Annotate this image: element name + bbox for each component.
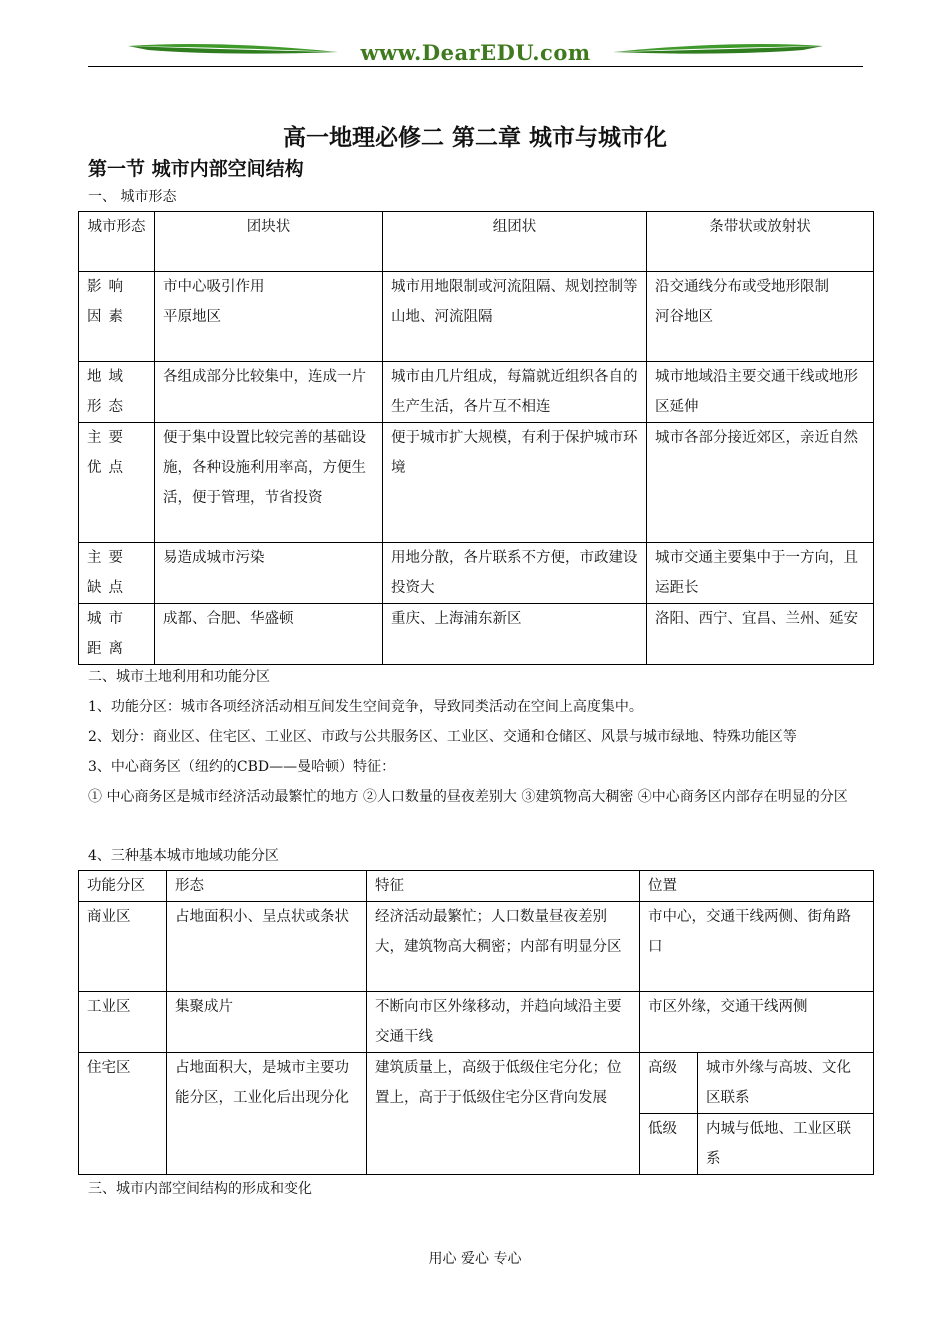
table-row (79, 543, 874, 604)
table-header-cell: 条带状或放射状 (647, 212, 874, 272)
functional-zones-table (78, 870, 874, 1175)
table-cell: 城市交通主要集中于一方向，且运距长 (647, 543, 874, 604)
table-cell: 不断向市区外缘移动，并趋向域沿主要交通干线 (367, 992, 640, 1053)
table-cell: 占地面积小、呈点状或条状 (167, 902, 367, 992)
table-cell: 市中心，交通干线两侧、街角路口 (640, 902, 874, 992)
heading-functional-zones: 4、三种基本城市地域功能分区 (88, 848, 279, 864)
table-cell: 沿交通线分布或受地形限制 河谷地区 (647, 272, 874, 362)
row-label: 主要优点 (79, 423, 155, 543)
paragraph: 1、功能分区：城市各项经济活动相互间发生空间竞争，导致同类活动在空间上高度集中。 (88, 699, 643, 715)
heading-structure-change: 三、城市内部空间结构的形成和变化 (88, 1181, 312, 1197)
table-cell: 洛阳、西宁、宜昌、兰州、延安 (647, 604, 874, 665)
table-cell: 经济活动最繁忙；人口数量昼夜差别大，建筑物高大稠密；内部有明显分区 (367, 902, 640, 992)
row-label: 地域形态 (79, 362, 155, 423)
table-cell: 城市各部分接近郊区，亲近自然 (647, 423, 874, 543)
table-cell: 便于集中设置比较完善的基础设施，各种设施利用率高，方便生活，便于管理，节省投资 (155, 423, 383, 543)
table-row (79, 362, 874, 423)
table-cell: 低级 (640, 1114, 698, 1175)
zone-name: 商业区 (79, 902, 167, 992)
table-cell: 集聚成片 (167, 992, 367, 1053)
table-cell: 用地分散，各片联系不方便，市政建设投资大 (383, 543, 647, 604)
table-row (79, 992, 874, 1053)
page-footer: 用心 爱心 专心 (428, 1251, 522, 1267)
document-title: 高一地理必修二 第二章 城市与城市化 (282, 124, 667, 151)
row-label: 主要缺点 (79, 543, 155, 604)
paragraph: 2、划分：商业区、住宅区、工业区、市政与公共服务区、工业区、交通和仓储区、风景与城市绿地、特殊功能区等 (88, 729, 797, 745)
table-cell: 市区外缘，交通干线两侧 (640, 992, 874, 1053)
table-cell: 城市地域沿主要交通干线或地形区延伸 (647, 362, 874, 423)
table-header-cell: 形态 (167, 871, 367, 902)
row-label: 影响因素 (79, 272, 155, 362)
table-row (79, 902, 874, 992)
table-cell: 城市由几片组成，每篇就近组织各自的生产生活，各片互不相连 (383, 362, 647, 423)
row-label: 城市距离 (79, 604, 155, 665)
header-rule (88, 66, 863, 67)
table-header-row (79, 212, 874, 272)
table-header-row (79, 871, 874, 902)
table-cell: 便于城市扩大规模，有利于保护城市环境 (383, 423, 647, 543)
table-cell: 重庆、上海浦东新区 (383, 604, 647, 665)
table-cell: 易造成城市污染 (155, 543, 383, 604)
zone-name: 住宅区 (79, 1053, 167, 1175)
table-row (79, 272, 874, 362)
heading-urban-form: 一、 城市形态 (88, 189, 177, 205)
table-row (79, 604, 874, 665)
table-header-cell: 城市形态 (79, 212, 155, 272)
header-banner (88, 36, 863, 70)
table-cell: 建筑质量上，高级于低级住宅分化；位置上，高于于低级住宅分区背向发展 (367, 1053, 640, 1175)
table-header-cell: 功能分区 (79, 871, 167, 902)
table-cell: 高级 (640, 1053, 698, 1114)
table-row (79, 1053, 874, 1114)
site-logo-text[interactable]: www.DearEDU.com (360, 40, 591, 65)
table-header-cell: 位置 (640, 871, 874, 902)
urban-form-table (78, 211, 874, 665)
table-cell: 城市用地限制或河流阻隔、规划控制等 山地、河流阻隔 (383, 272, 647, 362)
table-header-cell: 团块状 (155, 212, 383, 272)
table-row (79, 423, 874, 543)
table-cell: 内城与低地、工业区联系 (698, 1114, 874, 1175)
table-header-cell: 组团状 (383, 212, 647, 272)
table-cell: 成都、合肥、华盛顿 (155, 604, 383, 665)
table-cell: 城市外缘与高坡、文化区联系 (698, 1053, 874, 1114)
paragraph: ① 中心商务区是城市经济活动最繁忙的地方 ②人口数量的昼夜差别大 ③建筑物高大稠密 ④中心商务区内部存在明显的分区 (88, 789, 848, 805)
table-cell: 市中心吸引作用 平原地区 (155, 272, 383, 362)
table-cell: 占地面积大，是城市主要功能分区，工业化后出现分化 (167, 1053, 367, 1175)
zone-name: 工业区 (79, 992, 167, 1053)
table-cell: 各组成部分比较集中，连成一片 (155, 362, 383, 423)
table-header-cell: 特征 (367, 871, 640, 902)
paragraph: 3、中心商务区（纽约的CBD——曼哈顿）特征： (88, 759, 396, 775)
heading-land-use: 二、城市土地利用和功能分区 (88, 669, 270, 685)
section-title: 第一节 城市内部空间结构 (88, 158, 304, 180)
